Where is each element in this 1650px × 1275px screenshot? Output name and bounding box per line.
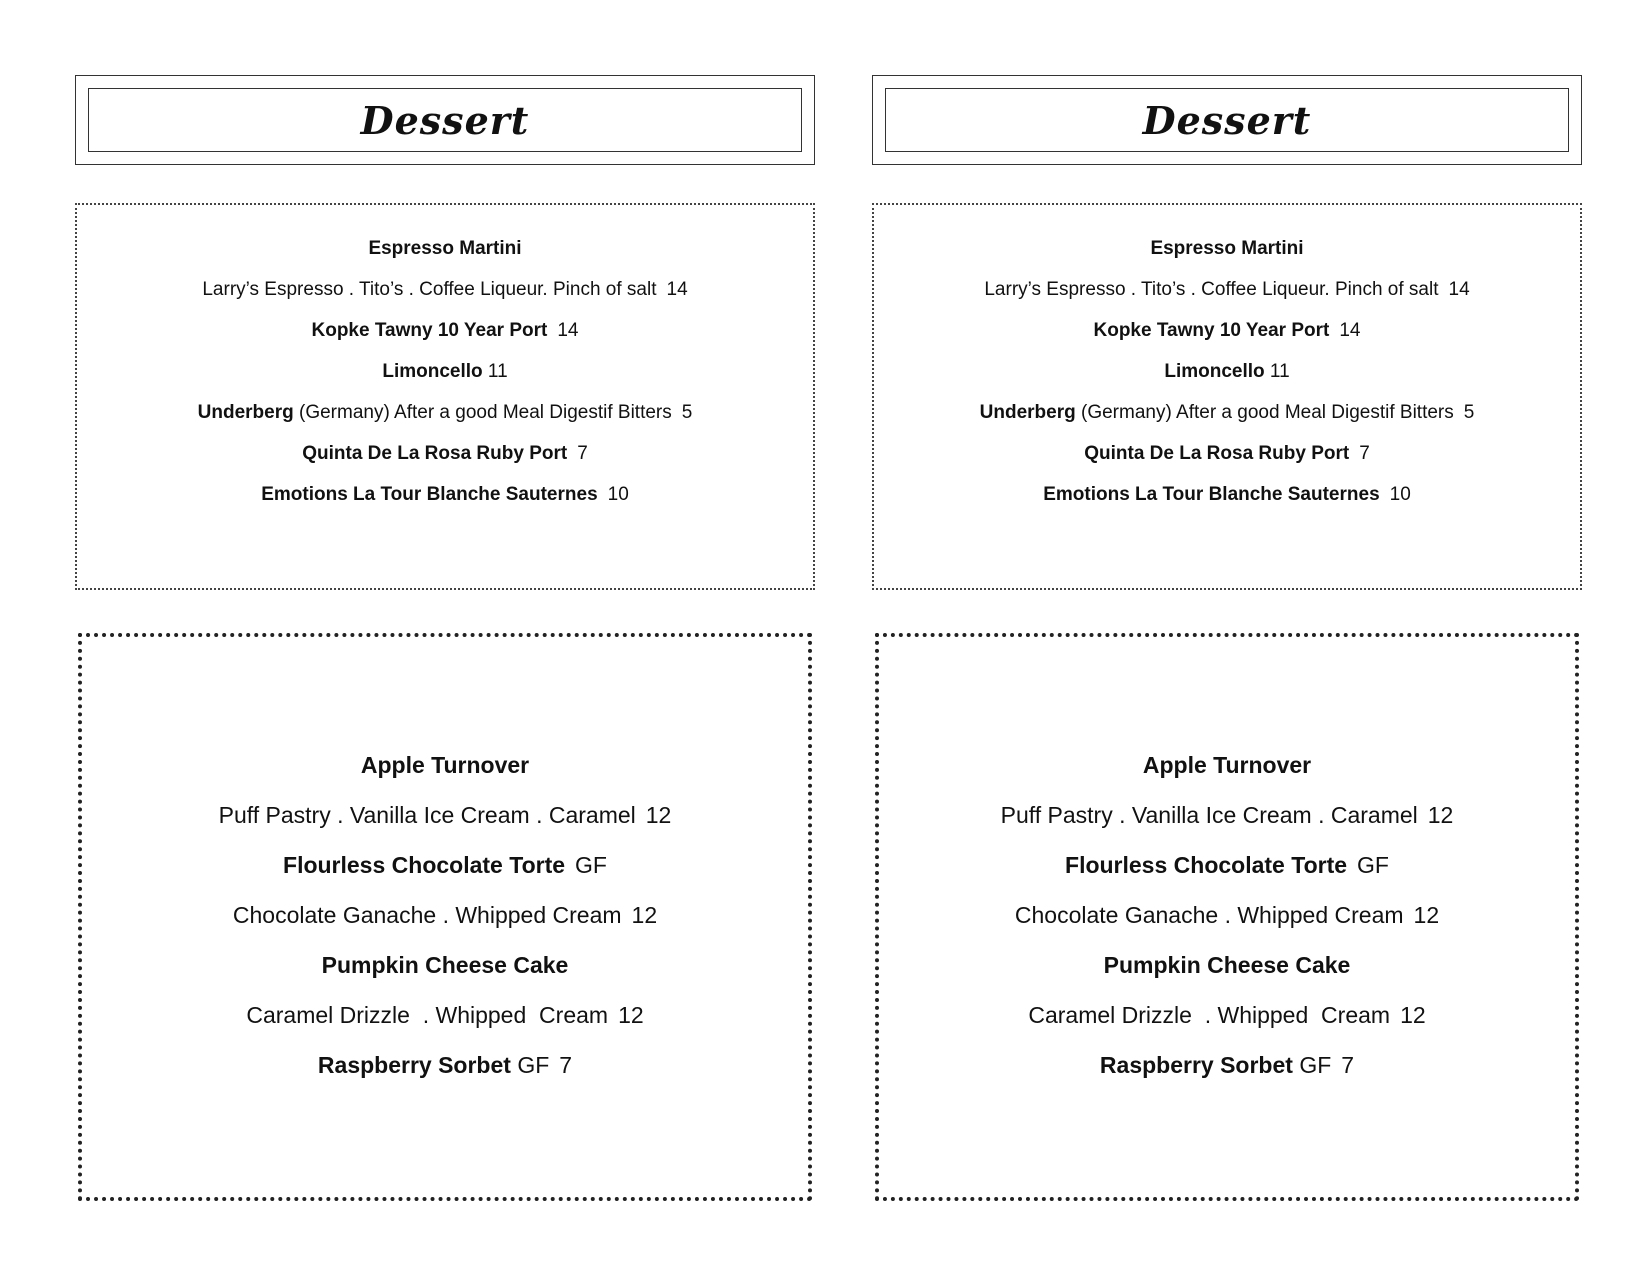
drink-price: 14: [666, 279, 688, 300]
dessert-item: [82, 952, 808, 978]
dessert-name: Pumpkin Cheese Cake: [1103, 952, 1351, 978]
drink-price: 10: [1389, 484, 1411, 505]
dessert-description: [82, 902, 808, 928]
drink-price: 7: [1359, 443, 1370, 464]
dessert-price: 12: [1400, 1002, 1426, 1028]
dessert-name: Raspberry Sorbet: [1099, 1052, 1293, 1078]
drink-name: Underberg: [979, 402, 1076, 423]
dessert-item: [82, 1052, 808, 1078]
drink-price: 5: [1463, 402, 1475, 423]
drink-name: Kopke Tawny 10 Year Port: [311, 320, 548, 341]
dessert-name: Flourless Chocolate Torte: [1065, 852, 1348, 878]
dessert-price: 12: [645, 802, 672, 828]
dessert-tag: GF: [1299, 1052, 1332, 1078]
dessert-description: [82, 1002, 808, 1028]
dessert-desc-text: Puff Pastry . Vanilla Ice Cream . Caramel: [218, 802, 636, 828]
dessert-item: [879, 952, 1575, 978]
drink-desc-text: Larry’s Espresso . Tito’s . Coffee Liqueur. Pinch of salt: [984, 279, 1439, 300]
drink-price: 10: [607, 484, 629, 505]
dessert-desc-text: Chocolate Ganache . Whipped Cream: [232, 902, 622, 928]
dessert-desc-text: Puff Pastry . Vanilla Ice Cream . Caramel: [1000, 802, 1418, 828]
drink-price: 14: [1448, 279, 1470, 300]
drink-price: 14: [1339, 320, 1361, 341]
dessert-price: 12: [1413, 902, 1440, 928]
menu-title: Dessert: [1142, 97, 1312, 143]
dessert-price: 7: [1341, 1052, 1355, 1078]
drink-item: [77, 362, 813, 382]
drink-name: Emotions La Tour Blanche Sauternes: [1043, 484, 1380, 505]
menu-card-left: [75, 0, 815, 1275]
dessert-tag: GF: [1357, 852, 1389, 878]
drink-item: [874, 403, 1580, 423]
dessert-tag: GF: [517, 1052, 550, 1078]
desserts-section: [78, 633, 812, 1201]
dessert-price: 7: [559, 1052, 573, 1078]
dessert-price: 12: [618, 1002, 644, 1028]
dessert-price: 12: [631, 902, 658, 928]
dessert-item: [879, 1052, 1575, 1078]
drink-item: [874, 444, 1580, 464]
dessert-desc-text: Caramel Drizzle . Whipped Cream: [1028, 1002, 1391, 1028]
dessert-item: [879, 852, 1575, 878]
drink-desc-text: Larry’s Espresso . Tito’s . Coffee Liqueur. Pinch of salt: [202, 279, 657, 300]
drink-item: [77, 444, 813, 464]
drink-price: 7: [577, 443, 588, 464]
desserts-section: [875, 633, 1579, 1201]
dessert-item: [82, 752, 808, 778]
drink-item: [77, 321, 813, 341]
dessert-description: [879, 902, 1575, 928]
drink-name: Kopke Tawny 10 Year Port: [1093, 320, 1330, 341]
drink-item: [77, 485, 813, 505]
dessert-item: [879, 752, 1575, 778]
title-inner-frame: [885, 88, 1569, 152]
title-inner-frame: [88, 88, 802, 152]
dessert-description: [879, 802, 1575, 828]
drink-name: Espresso Martini: [1150, 238, 1304, 259]
drink-item: [77, 403, 813, 423]
dessert-desc-text: Chocolate Ganache . Whipped Cream: [1014, 902, 1404, 928]
dessert-name: Flourless Chocolate Torte: [283, 852, 566, 878]
drinks-section: [75, 203, 815, 590]
dessert-price: 12: [1427, 802, 1454, 828]
drink-price: 14: [557, 320, 579, 341]
drink-description: [874, 280, 1580, 300]
dessert-name: Apple Turnover: [1142, 752, 1312, 778]
title-frame: [872, 75, 1582, 165]
drink-name: Limoncello: [382, 361, 483, 382]
drink-price: 11: [487, 361, 508, 382]
drink-item: [874, 239, 1580, 259]
drink-name: Emotions La Tour Blanche Sauternes: [261, 484, 598, 505]
drink-name: Quinta De La Rosa Ruby Port: [1084, 443, 1350, 464]
drink-item: [77, 239, 813, 259]
dessert-desc-text: Caramel Drizzle . Whipped Cream: [246, 1002, 609, 1028]
drink-item: [874, 485, 1580, 505]
menu-card-right: [872, 0, 1582, 1275]
drink-name: Espresso Martini: [368, 238, 522, 259]
dessert-description: [879, 1002, 1575, 1028]
drink-name: Underberg: [197, 402, 294, 423]
dessert-name: Raspberry Sorbet: [317, 1052, 511, 1078]
dessert-description: [82, 802, 808, 828]
drink-item: [874, 362, 1580, 382]
dessert-name: Pumpkin Cheese Cake: [321, 952, 569, 978]
drink-name: Quinta De La Rosa Ruby Port: [302, 443, 568, 464]
drink-item: [874, 321, 1580, 341]
drink-desc-text: (Germany) After a good Meal Digestif Bitters: [299, 402, 672, 423]
dessert-tag: GF: [575, 852, 607, 878]
drink-name: Limoncello: [1164, 361, 1265, 382]
drink-price: 11: [1269, 361, 1290, 382]
drinks-section: [872, 203, 1582, 590]
drink-price: 5: [681, 402, 693, 423]
drink-desc-text: (Germany) After a good Meal Digestif Bitters: [1081, 402, 1454, 423]
dessert-name: Apple Turnover: [360, 752, 530, 778]
drink-description: [77, 280, 813, 300]
title-frame: [75, 75, 815, 165]
dessert-item: [82, 852, 808, 878]
menu-title: Dessert: [360, 97, 530, 143]
